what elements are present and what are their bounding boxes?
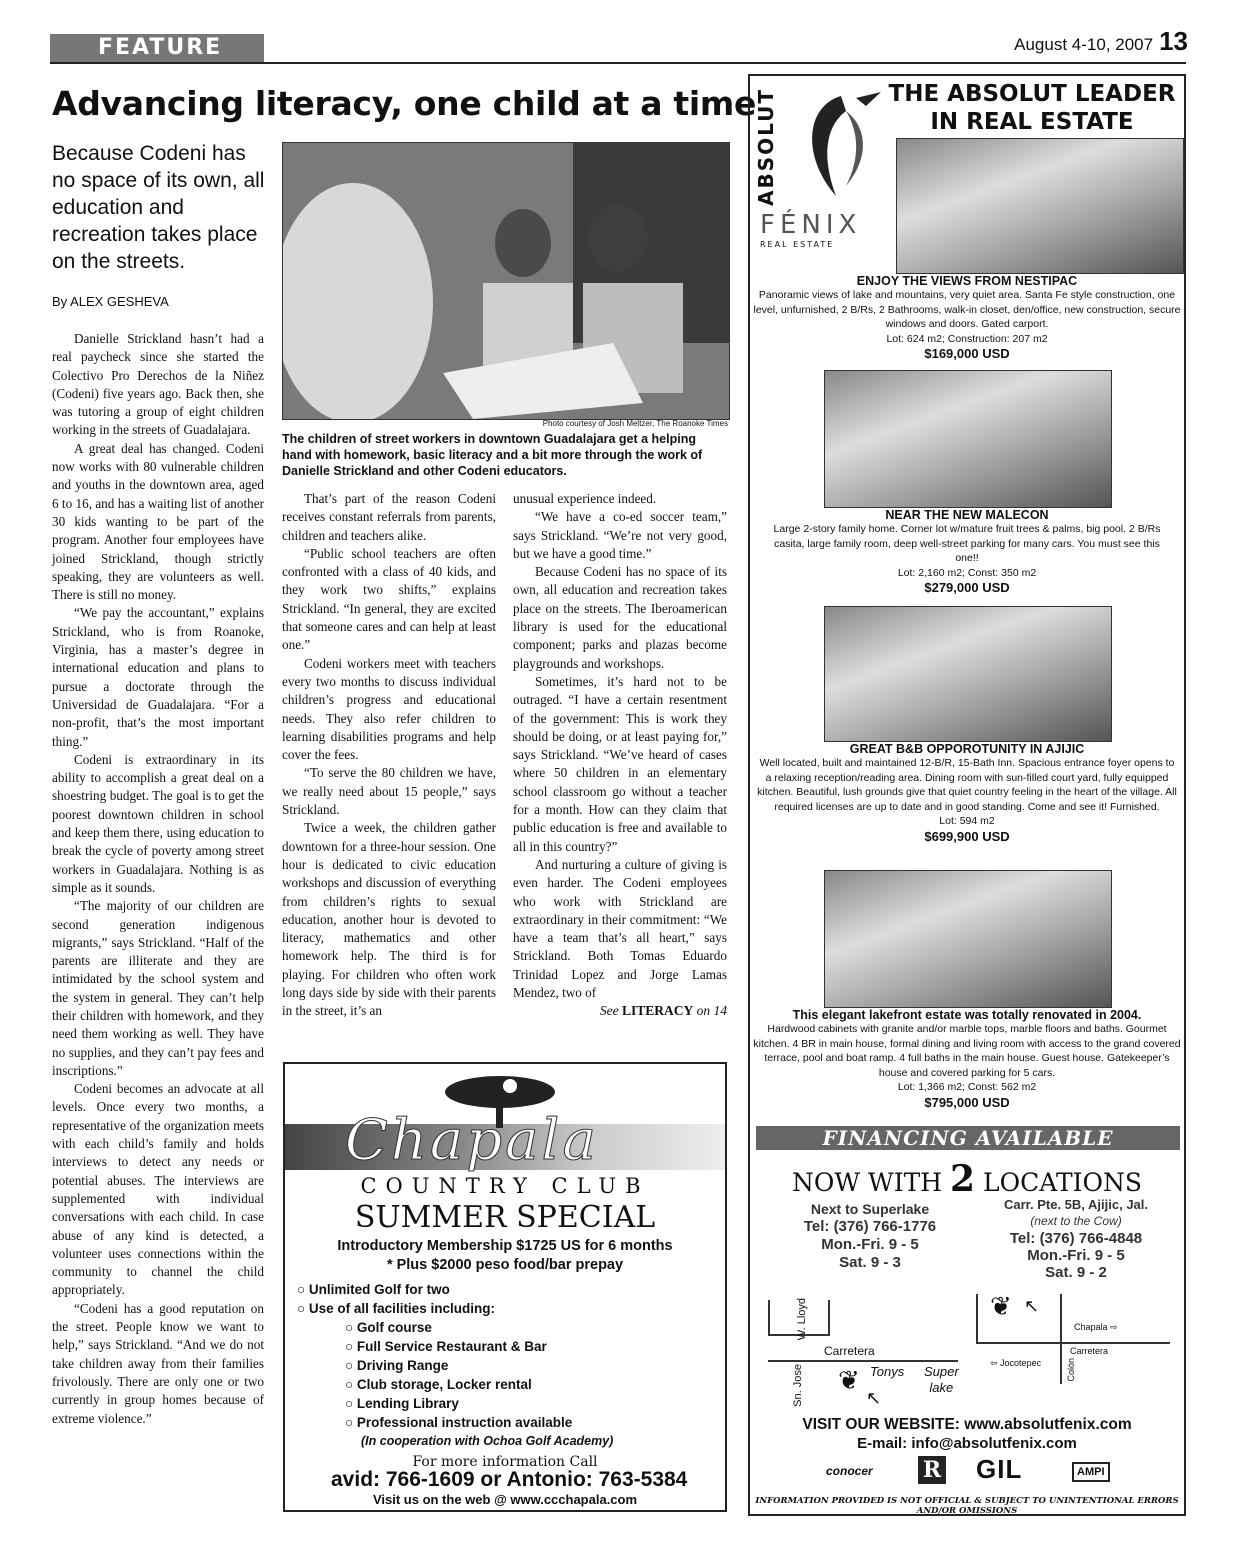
map-label-lake: lake <box>929 1380 954 1395</box>
paragraph: Codeni is extraordinary in its ability to accomplish a great deal on a shoestring budget. The goal is to get the poorest downtown children in school and keep them there, using education to break the cycle of poverty among street workers in Guadalajara. Nothing is as simple as it sounds. <box>52 751 264 895</box>
conocer-logo: conocer <box>826 1464 873 1478</box>
list-note: (In cooperation with Ochoa Golf Academy) <box>361 1434 614 1448</box>
property-title: ENJOY THE VIEWS FROM NESTIPAC <box>856 274 1078 288</box>
property-listing-4 <box>750 1008 1184 1110</box>
property-price: $279,000 USD <box>924 580 1010 595</box>
bullet-icon: ○ <box>297 1282 309 1297</box>
map-label: Carretera <box>824 1344 875 1358</box>
property-price: $795,000 USD <box>924 1094 1010 1110</box>
property-lot: Lot: 594 m2 <box>939 815 995 827</box>
paragraph: Codeni becomes an advocate at all levels. Once every two months, a representative of the organization meets with each child’s family and holds interviews to detect any needs or potential abuses. The interviews are supplemented with individual conversations with each child. In case abuse of any kind is detected, a volunteer uses connections within the community to channel the child appropriately. <box>52 1081 264 1298</box>
article-column-2 <box>282 490 496 1021</box>
article-column-1 <box>52 330 264 1428</box>
paragraph: Danielle Strickland hasn’t had a real paycheck since she started the Colectivo Pro Derechos de la Niñez (Codeni) five years ago. Back then, she was tutoring a group of eight children working in the streets of Guadalajara. <box>52 331 264 438</box>
location-hours: Mon.-Fri. 9 - 5 <box>1027 1247 1125 1264</box>
property-photo-1 <box>896 138 1184 274</box>
paragraph: “The majority of our children are second generation indigenous migrants,” says Strickland. “Half of the parents are illiterate and they are intimidated by the school system and the system in general. They can’t help their children with homework, and they need them working as well. They have no supplies, and they can’t pay fees and inscriptions.” <box>52 898 264 1078</box>
paragraph: “We have a co-ed soccer team,” says Strickland. “We’re not very good, but we have a good time.” <box>513 509 727 561</box>
paragraph: And nurturing a culture of giving is even harder. The Codeni employees who work with Strickland are extraordinary in their commitment: “We have a team that’s all heart,” says Strickland. Both Tomas Eduardo Trinidad Lopez and Jorge Lamas Mendez, two of <box>513 856 727 1001</box>
map-street-line <box>1060 1294 1062 1384</box>
jump-keyword: LITERACY <box>621 1003 694 1019</box>
locations-count: 2 <box>950 1158 976 1200</box>
location-hours: Mon.-Fri. 9 - 5 <box>821 1236 919 1253</box>
location-tel[interactable]: Tel: (376) 766-1776 <box>803 1218 937 1235</box>
location-name: Next to Superlake <box>810 1201 930 1217</box>
paragraph: Because Codeni has no space of its own, all education and recreation takes place on the streets. The Iberoamerican library is used for the educational component; parks and plazas become playgrounds and workshops. <box>513 564 727 671</box>
map-label: Tonys <box>870 1364 905 1379</box>
locations-heading <box>750 1158 1184 1200</box>
paragraph: “Public school teachers are often confronted with a class of 40 kids, and they work two shifts,” explains Strickland. “In general, they are excited that someone cares and can help at least one.” <box>282 545 496 653</box>
map-street-line <box>828 1300 830 1336</box>
deck: Because Codeni has no space of its own, all education and recreation takes place on the streets. <box>52 142 265 273</box>
map-label <box>924 1364 959 1396</box>
paragraph: Sometimes, it’s hard not to be outraged. “I have a certain resentment of the government: This is work they should be doing, or at least paying for,” says Strickland. “We’ve heard of cases where 50 children in an elementary school classroom go without a teacher for a month. How can they claim that public education is free and available to all in this country?” <box>513 673 727 854</box>
arrow-icon: ↖ <box>1024 1296 1040 1316</box>
list-item: ○ Golf course <box>345 1320 432 1335</box>
property-price: $169,000 USD <box>924 346 1010 361</box>
map-street-line <box>768 1300 770 1334</box>
dateline <box>1014 26 1188 57</box>
list-item: ○ Full Service Restaurant & Bar <box>345 1339 547 1354</box>
financing-banner: FINANCING AVAILABLE <box>756 1126 1180 1150</box>
brand-name: FÉNIX <box>760 210 862 240</box>
website-link[interactable]: Visit us on the web @ www.ccchapala.com <box>372 1492 638 1507</box>
jump-page: on 14 <box>696 1003 727 1019</box>
header-rule <box>50 62 1186 64</box>
property-title: GREAT B&B OPPOROTUNITY IN AJIJIC <box>849 742 1085 756</box>
office-marker-icon: ❦ <box>990 1292 1012 1321</box>
paragraph: “To serve the 80 children we have, we really need about 15 people,” says Strickland. <box>282 765 496 818</box>
info-line: For more information Call <box>412 1454 598 1470</box>
map-label: Sn. Jose <box>792 1364 804 1407</box>
byline: By ALEX GESHEVA <box>52 294 169 309</box>
property-listing-2 <box>750 508 1184 595</box>
bullet-icon: ○ <box>345 1320 357 1335</box>
bullet-icon: ○ <box>297 1301 309 1316</box>
property-price: $699,900 USD <box>924 828 1010 844</box>
locations-post: LOCATIONS <box>983 1168 1142 1197</box>
property-photo-2 <box>824 370 1112 508</box>
map-road-line <box>768 1360 958 1362</box>
map-label: Carretera <box>1070 1346 1109 1356</box>
bullet-icon: ○ <box>345 1415 357 1430</box>
photo-caption: The children of street workers in downtown Guadalajara get a helping hand with homework, basic literacy and a bit more through the work of Danielle Strickland and other Codeni educators. <box>282 432 703 478</box>
location-name: Carr. Pte. 5B, Ajijic, Jal. <box>1003 1197 1149 1212</box>
paragraph: A great deal has changed. Codeni now works with 80 vulnerable children and youths in the downtown area, aged 6 to 16, and has a waiting list of another 30 kids wanting to be part of the program. Another four employees have joined Strickland, though strictly speaking, they are volunteers as well. There is still no money. <box>52 440 264 603</box>
list-item: ○ Club storage, Locker rental <box>345 1377 532 1392</box>
issue-date: August 4-10, 2007 <box>1014 35 1154 54</box>
bullet-icon: ○ <box>345 1377 357 1392</box>
location-map-2 <box>970 1288 1170 1408</box>
property-description: Well located, built and maintained 12-B/R, 15-Bath Inn. Spacious entrance foyer opens to a relaxing reception/reading area. Dining room with sun-filled court yard, fully equipped kitchen. Beautiful, lush grounds give that quiet country feeling in the heart of the village. All required licenses are up to date and in good standing. Come and see it! Furnished. <box>757 757 1177 813</box>
disclaimer: INFORMATION PROVIDED IS NOT OFFICIAL & SUBJECT TO UNINTENTIONAL ERRORS AND/OR OMISSIONS <box>755 1496 1179 1516</box>
bullet-icon: ○ <box>345 1339 357 1354</box>
bullet-icon: ○ <box>345 1396 357 1411</box>
location-1 <box>770 1200 970 1272</box>
paragraph: Twice a week, the children gather downtown for a three-hour session. One hour is dedicated to civic education workshops and discussion of everything from children’s rights to sexual education, another hour is devoted to literacy, mathematics and other homework help. The third is for playing. For children who often work long days side by side with their parents in the street, it’s an <box>282 820 496 1019</box>
map-label-super: Super <box>924 1364 959 1379</box>
club-name: COUNTRY CLUB <box>360 1174 650 1198</box>
paragraph: unusual experience indeed. <box>513 491 657 506</box>
offer-line-2: * Plus $2000 peso food/bar prepay <box>386 1257 624 1273</box>
office-marker-icon: ❦ <box>838 1366 860 1395</box>
property-lot: Lot: 1,366 m2; Const: 562 m2 <box>897 1081 1037 1093</box>
list-item: ○ Use of all facilities including: <box>297 1301 495 1316</box>
property-description: Panoramic views of lake and mountains, very quiet area. Santa Fe style construction, one level, unfurnished, 2 B/Rs, 2 Bathrooms, walk-in closet, den/office, new construction, secure windows and doors. Gated carport. <box>753 289 1181 330</box>
location-hours: Sat. 9 - 3 <box>839 1254 901 1271</box>
map-street-line <box>976 1294 978 1342</box>
jump-line[interactable] <box>513 1002 727 1020</box>
paragraph: “We pay the accountant,” explains Strickland, who is from Roanoke, Virginia, has a master’s degree in international education and plans to pursue a doctorate through the Universidad de Guadalajara. “For a non-profit, that’s the most important thing.” <box>52 605 264 749</box>
location-2 <box>976 1196 1176 1281</box>
location-tel[interactable]: Tel: (376) 766-4848 <box>1009 1230 1143 1247</box>
ad-headline <box>880 80 1184 136</box>
property-description: Hardwood cabinets with granite and/or marble tops, marble floors and baths. Gourmet kitchen. 4 BR in main house, formal dining and living room with access to the grand covered terrace, pool and boat ramp. 4 full baths in the main house. Guest house. Gatekeeper’s house and covered parking for 5 cars. <box>753 1023 1181 1079</box>
map-label: Colón <box>1066 1358 1076 1382</box>
absolut-fenix-ad <box>748 74 1186 1516</box>
property-description: Large 2-story family home. Corner lot w/mature fruit trees & palms, big pool. 2 B/Rs casita, large family room, deep well-street parking for many cars. You must see this one!! <box>773 523 1161 564</box>
gil-logo: GIL <box>976 1454 1023 1484</box>
locations-pre: NOW WITH <box>792 1168 943 1197</box>
brand-sub: REAL ESTATE <box>760 240 835 249</box>
chapala-country-club-ad <box>283 1062 727 1512</box>
paragraph: That’s part of the reason Codeni receives constant referrals from parents, children and teachers alike. <box>282 491 496 543</box>
summer-special: SUMMER SPECIAL <box>354 1200 656 1235</box>
article-column-3 <box>513 490 727 1021</box>
property-photo-3 <box>824 606 1112 742</box>
email-link[interactable]: E-mail: info@absolutfenix.com <box>857 1435 1077 1452</box>
children-photo-illustration <box>283 143 729 419</box>
map-road-line <box>976 1342 1170 1344</box>
photo-credit: Photo courtesy of Josh Meltzer, The Roanoke Times <box>542 419 728 428</box>
realtor-logo: R <box>918 1456 946 1484</box>
ampi-logo: AMPI <box>1072 1462 1110 1482</box>
headline: Advancing literacy, one child at a time <box>52 84 757 123</box>
bullet-icon: ○ <box>345 1358 357 1373</box>
location-map-1 <box>762 1288 962 1408</box>
map-label: W. Lloyd <box>796 1298 808 1341</box>
amenities-list <box>297 1280 613 1451</box>
map-label: Chapala ⇨ <box>1074 1322 1118 1332</box>
property-listing-1 <box>750 274 1184 361</box>
property-lot: Lot: 2,160 m2; Const: 350 m2 <box>897 566 1037 579</box>
property-listing-3 <box>750 742 1184 844</box>
property-title: NEAR THE NEW MALECON <box>885 508 1049 522</box>
page-number: 13 <box>1159 26 1188 56</box>
section-label: FEATURE <box>50 34 264 62</box>
partner-logos <box>826 1454 1126 1488</box>
arrow-icon: ↖ <box>866 1388 882 1408</box>
website-link[interactable]: VISIT OUR WEBSITE: www.absolutfenix.com <box>802 1416 1132 1433</box>
property-photo-4 <box>824 870 1112 1008</box>
list-item: ○ Driving Range <box>345 1358 449 1373</box>
paragraph: “Codeni has a good reputation on the street. People know we want to help,” says Strickland. “And we do not take children away from their families frivolously. There are only one or two currently in group homes because of extreme violence.” <box>52 1300 264 1426</box>
location-note: (next to the Cow) <box>1030 1214 1122 1228</box>
paragraph: Codeni workers meet with teachers every two months to discuss individual children’s progress and educational needs. They also refer children to learning disabilities programs and help cover the fees. <box>282 655 496 763</box>
article-photo <box>282 142 730 420</box>
list-item: ○ Unlimited Golf for two <box>297 1282 450 1297</box>
list-item: ○ Lending Library <box>345 1396 459 1411</box>
chapala-logo-text: Chapala <box>345 1108 599 1173</box>
phone-numbers[interactable]: avid: 766-1609 or Antonio: 763-5384 <box>331 1468 688 1491</box>
list-item: ○ Professional instruction available <box>345 1415 573 1430</box>
headline-line-2: IN REAL ESTATE <box>930 109 1134 135</box>
property-title: This elegant lakefront estate was totally renovated in 2004. <box>792 1008 1142 1022</box>
jump-see: See <box>599 1003 619 1019</box>
offer-line-1: Introductory Membership $1725 US for 6 months <box>337 1238 673 1254</box>
map-label: ⇦ Jocotepec <box>990 1358 1042 1368</box>
location-hours: Sat. 9 - 2 <box>1045 1264 1107 1281</box>
property-lot: Lot: 624 m2; Construction: 207 m2 <box>886 332 1048 345</box>
brand-vertical: ABSOLUT <box>754 87 778 206</box>
headline-line-1: THE ABSOLUT LEADER <box>888 81 1176 107</box>
